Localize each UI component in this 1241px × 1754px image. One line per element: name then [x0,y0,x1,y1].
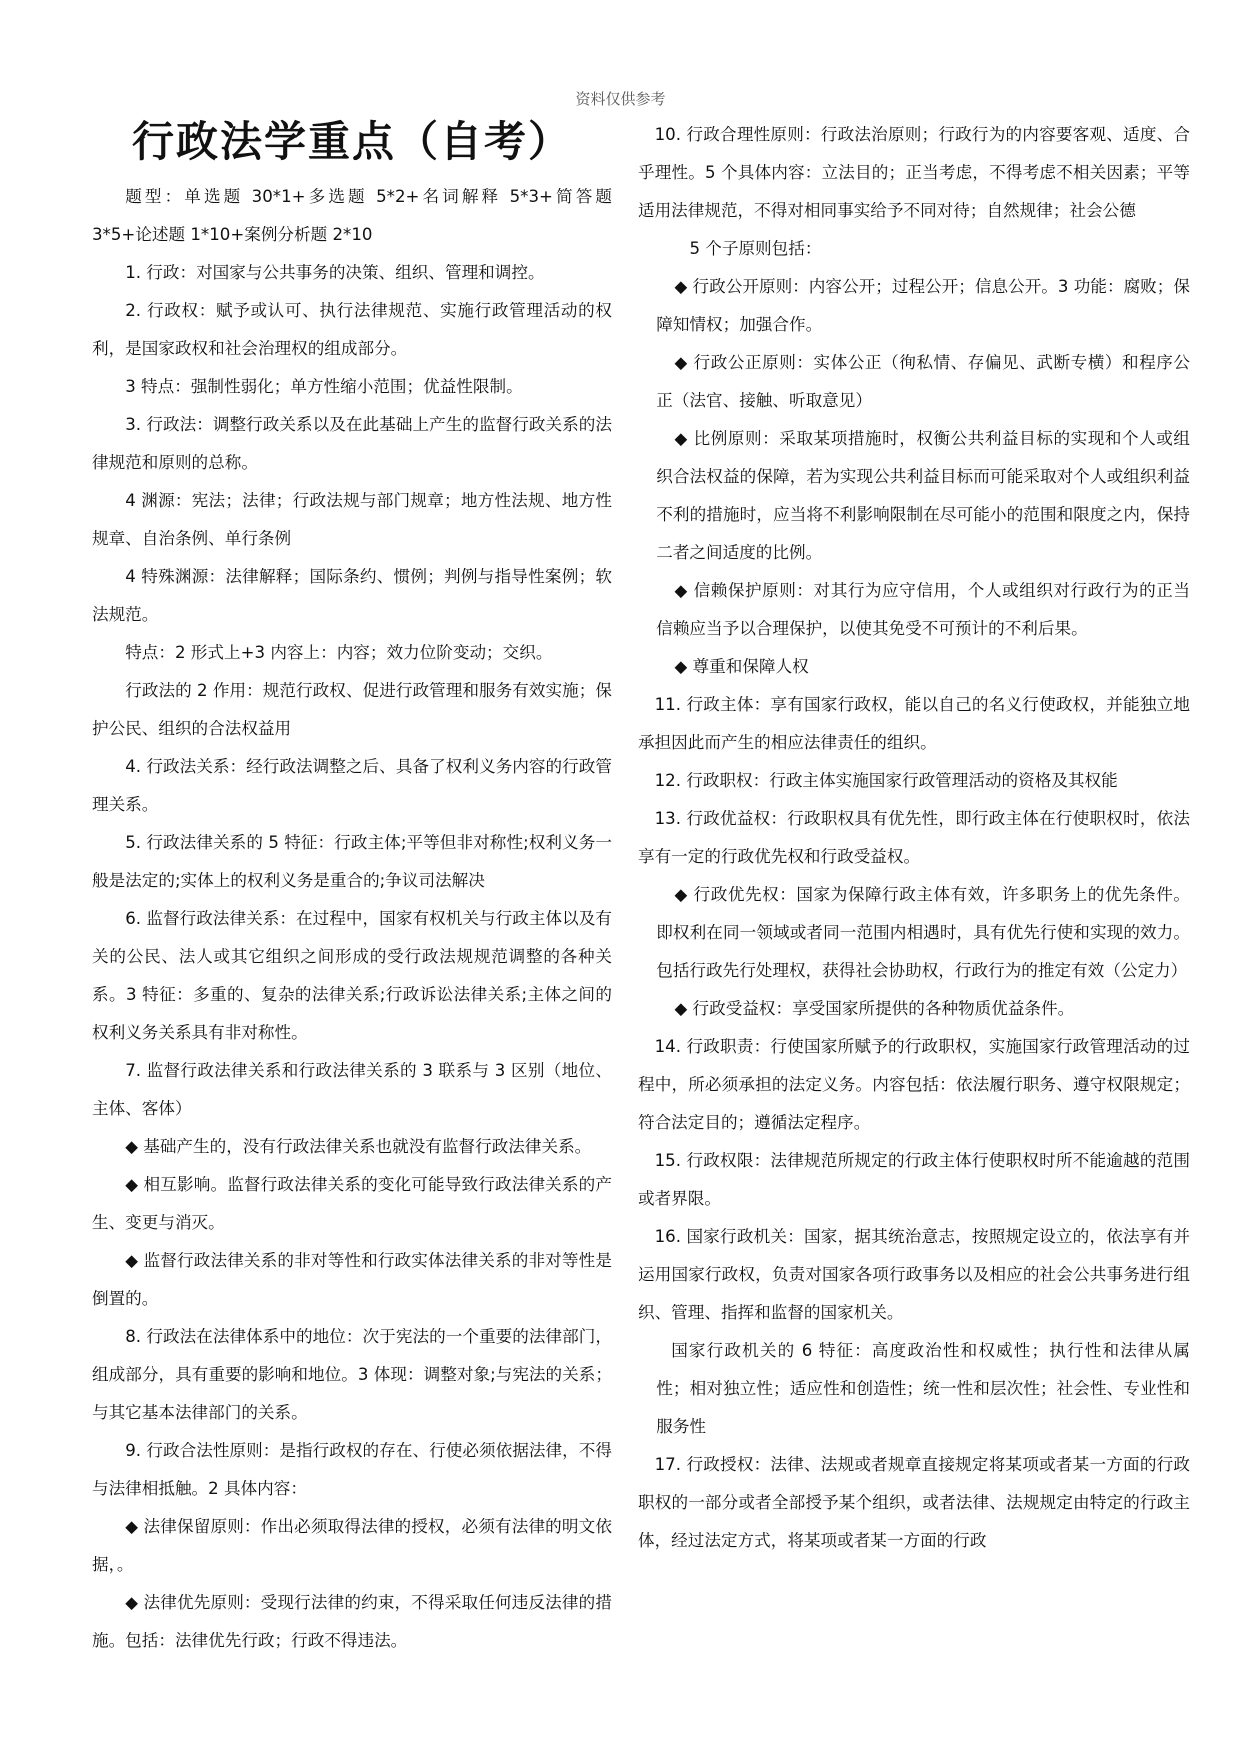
paragraph: ◆ 信赖保护原则：对其行为应守信用，个人或组织对行政行为的正当信赖应当予以合理保护，以使其免受不可预计的不利后果。 [656,581,1190,638]
paragraph: 7. 监督行政法律关系和行政法律关系的 3 联系与 3 区别（地位、主体、客体） [92,1061,612,1118]
paragraph: 特点：2 形式上+3 内容上：内容；效力位阶变动；交织。 [125,643,553,662]
left-column-body [92,178,612,1660]
paragraph: 17. 行政授权：法律、法规或者规章直接规定将某项或者某一方面的行政职权的一部分或者全部授予某个组织，或者法律、法规规定由特定的行政主体，经过法定方式，将某项或者某一方面的行政 [638,1455,1190,1550]
paragraph: 8. 行政法在法律体系中的地位：次于宪法的一个重要的法律部门，组成部分，具有重要的影响和地位。3 体现：调整对象;与宪法的关系；与其它基本法律部门的关系。 [92,1327,612,1422]
paragraph: ◆ 法律保留原则：作出必须取得法律的授权，必须有法律的明文依据，。 [92,1517,612,1574]
paragraph: 6. 监督行政法律关系：在过程中，国家有权机关与行政主体以及有关的公民、法人或其它组织之间形成的受行政法规规范调整的各种关系。3 特征：多重的、复杂的法律关系;行政诉讼法律关系;主体之间的权利义务关系具有非对称性。 [92,909,612,1042]
paragraph: 5. 行政法律关系的 5 特征：行政主体;平等但非对称性;权利义务一般是法定的;实体上的权利义务是重合的;争议司法解决 [92,833,612,890]
right-column-body [638,116,1190,1560]
paragraph: 3 特点：强制性弱化；单方性缩小范围；优益性限制。 [125,377,523,396]
paragraph: ◆ 尊重和保障人权 [674,657,809,676]
paragraph: 5 个子原则包括： [689,239,822,258]
page-header: 资料仅供参考 [575,90,666,108]
paragraph: 11. 行政主体：享有国家行政权，能以自己的名义行使政权，并能独立地承担因此而产生的相应法律责任的组织。 [638,695,1190,752]
paragraph: 10. 行政合理性原则：行政法治原则；行政行为的内容要客观、适度、合乎理性。5 个具体内容：立法目的；正当考虑，不得考虑不相关因素；平等适用法律规范，不得对相同事实给予不同对待；自然规律；社会公德 [638,125,1190,220]
paragraph: ◆ 行政受益权：享受国家所提供的各种物质优益条件。 [674,999,1075,1018]
paragraph: 2. 行政权：赋予或认可、执行法律规范、实施行政管理活动的权利，是国家政权和社会治理权的组成部分。 [92,301,612,358]
paragraph: 4 渊源：宪法；法律；行政法规与部门规章；地方性法规、地方性规章、自治条例、单行条例 [92,491,612,548]
paragraph: 行政法的 2 作用：规范行政权、促进行政管理和服务有效实施；保护公民、组织的合法权益用 [92,681,612,738]
paragraph: ◆ 监督行政法律关系的非对等性和行政实体法律关系的非对等性是倒置的。 [92,1251,612,1308]
paragraph: ◆ 相互影响。监督行政法律关系的变化可能导致行政法律关系的产生、变更与消灭。 [92,1175,612,1232]
paragraph: ◆ 比例原则：采取某项措施时，权衡公共利益目标的实现和个人或组织合法权益的保障，若为实现公共利益目标而可能采取对个人或组织利益不利的措施时，应当将不利影响限制在尽可能小的范围和限度之内，保持二者之间适度的比例。 [656,429,1190,562]
paragraph: 3. 行政法：调整行政关系以及在此基础上产生的监督行政关系的法律规范和原则的总称。 [92,415,612,472]
document-title: 行政法学重点（自考） [131,117,572,166]
paragraph: 15. 行政权限：法律规范所规定的行政主体行使职权时所不能逾越的范围或者界限。 [638,1151,1190,1208]
paragraph: 16. 国家行政机关：国家，据其统治意志，按照规定设立的，依法享有并运用国家行政权，负责对国家各项行政事务以及相应的社会公共事务进行组织、管理、指挥和监督的国家机关。 [638,1227,1190,1322]
paragraph: 14. 行政职责：行使国家所赋予的行政职权，实施国家行政管理活动的过程中，所必须承担的法定义务。内容包括：依法履行职务、遵守权限规定；符合法定目的；遵循法定程序。 [638,1037,1190,1132]
right-column [638,116,1190,1560]
paragraph: 题型：单选题 30*1+多选题 5*2+名词解释 5*3+简答题 3*5+论述题 1*10+案例分析题 2*10 [92,187,612,244]
paragraph: ◆ 法律优先原则：受现行法律的约束，不得采取任何违反法律的措施。包括：法律优先行政；行政不得违法。 [92,1593,612,1650]
left-column [92,116,612,1660]
paragraph: ◆ 行政公开原则：内容公开；过程公开；信息公开。3 功能：腐败；保障知情权；加强合作。 [656,277,1190,334]
paragraph: 4. 行政法关系：经行政法调整之后、具备了权利义务内容的行政管理关系。 [92,757,612,814]
paragraph: 9. 行政合法性原则：是指行政权的存在、行使必须依据法律，不得与法律相抵触。2 具体内容： [92,1441,612,1498]
paragraph: 13. 行政优益权：行政职权具有优先性，即行政主体在行使职权时，依法享有一定的行政优先权和行政受益权。 [638,809,1190,866]
paragraph: 12. 行政职权：行政主体实施国家行政管理活动的资格及其权能 [654,771,1118,790]
paragraph: ◆ 基础产生的，没有行政法律关系也就没有监督行政法律关系。 [125,1137,592,1156]
paragraph: ◆ 行政公正原则：实体公正（徇私情、存偏见、武断专横）和程序公正（法官、接触、听取意见） [656,353,1190,410]
paragraph: ◆ 行政优先权：国家为保障行政主体有效，许多职务上的优先条件。即权利在同一领域或者同一范围内相遇时，具有优先行使和实现的效力。包括行政先行处理权，获得社会协助权，行政行为的推定有效（公定力） [656,885,1190,980]
paragraph: 国家行政机关的 6 特征：高度政治性和权威性；执行性和法律从属性；相对独立性；适应性和创造性；统一性和层次性；社会性、专业性和服务性 [656,1341,1190,1436]
paragraph: 1. 行政：对国家与公共事务的决策、组织、管理和调控。 [125,263,545,282]
paragraph: 4 特殊渊源：法律解释；国际条约、惯例；判例与指导性案例；软法规范。 [92,567,612,624]
